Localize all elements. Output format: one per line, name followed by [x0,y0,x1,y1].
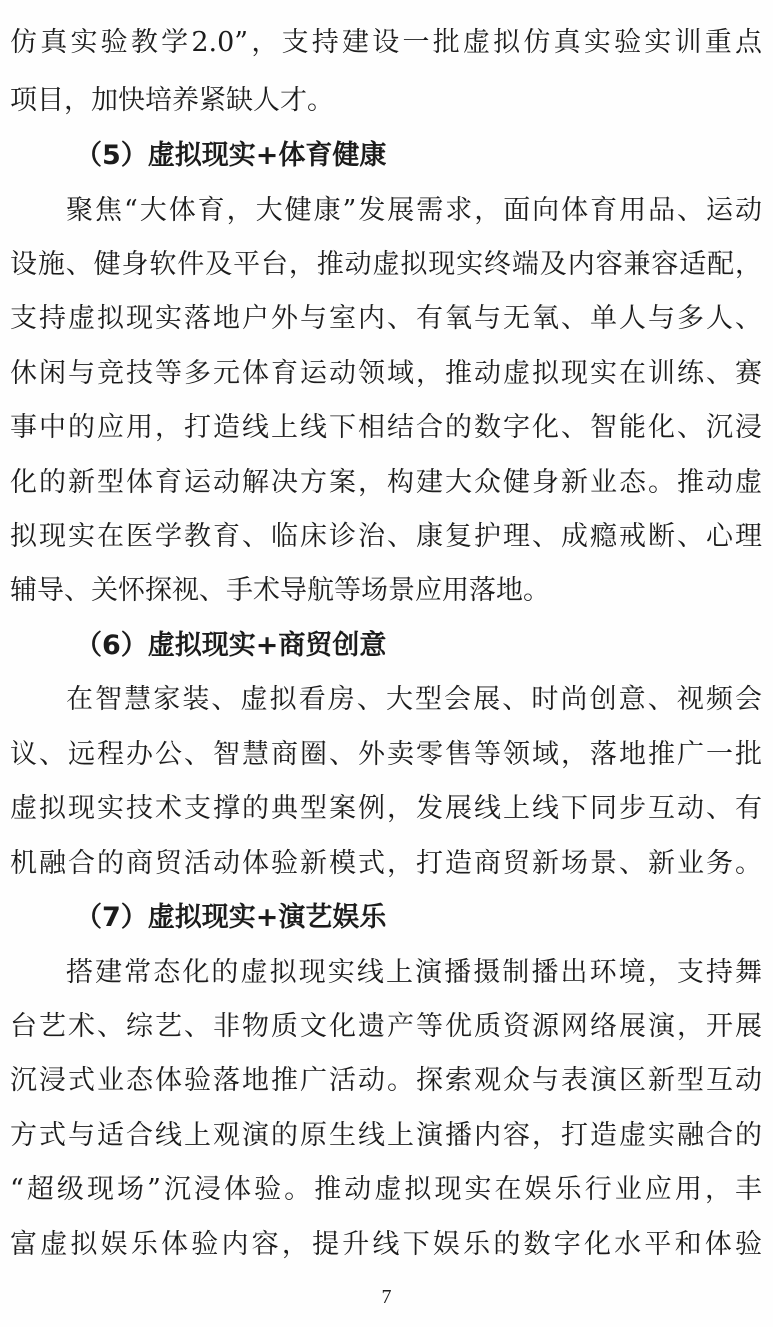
body-line: 虚拟现实技术支撑的典型案例，发展线上线下同步互动、有 [10,793,762,824]
body-line: 搭建常态化的虚拟现实线上演播摄制播出环境，支持舞 [66,957,762,988]
body-line: 休闲与竞技等多元体育运动领域，推动虚拟现实在训练、赛 [10,358,762,389]
body-line: 沉浸式业态体验落地推广活动。探索观众与表演区新型互动 [10,1065,762,1096]
body-line: 化的新型体育运动解决方案，构建大众健身新业态。推动虚 [10,467,762,498]
body-line: 在智慧家装、虚拟看房、大型会展、时尚创意、视频会 [66,684,762,715]
section-heading: （7）虚拟现实+演艺娱乐 [75,902,387,933]
body-line: 支持虚拟现实落地户外与室内、有氧与无氧、单人与多人、 [10,303,762,334]
body-line: 辅导、关怀探视、手术导航等场景应用落地。 [10,575,550,606]
body-line: “超级现场”沉浸体验。推动虚拟现实在娱乐行业应用，丰 [10,1174,762,1205]
body-line: 仿真实验教学2.0”，支持建设一批虚拟仿真实验实训重点 [10,27,762,58]
section-heading: （5）虚拟现实+体育健康 [75,140,387,171]
page-number: 7 [381,1286,392,1308]
body-line: 台艺术、综艺、非物质文化遗产等优质资源网络展演，开展 [10,1011,762,1042]
body-line: 事中的应用，打造线上线下相结合的数字化、智能化、沉浸 [10,412,762,443]
body-line: 设施、健身软件及平台，推动虚拟现实终端及内容兼容适配， [10,249,762,280]
section-heading: （6）虚拟现实+商贸创意 [75,630,387,661]
body-line: 方式与适合线上观演的原生线上演播内容，打造虚实融合的 [10,1120,762,1151]
body-line: 项目，加快培养紧缺人才。 [10,85,334,116]
body-line: 机融合的商贸活动体验新模式，打造商贸新场景、新业务。 [10,848,762,879]
body-line: 拟现实在医学教育、临床诊治、康复护理、成瘾戒断、心理 [10,521,762,552]
body-line: 富虚拟娱乐体验内容，提升线下娱乐的数字化水平和体验 [10,1229,762,1260]
body-line: 议、远程办公、智慧商圈、外卖零售等领域，落地推广一批 [10,739,762,770]
body-line: 聚焦“大体育，大健康”发展需求，面向体育用品、运动 [66,195,762,226]
